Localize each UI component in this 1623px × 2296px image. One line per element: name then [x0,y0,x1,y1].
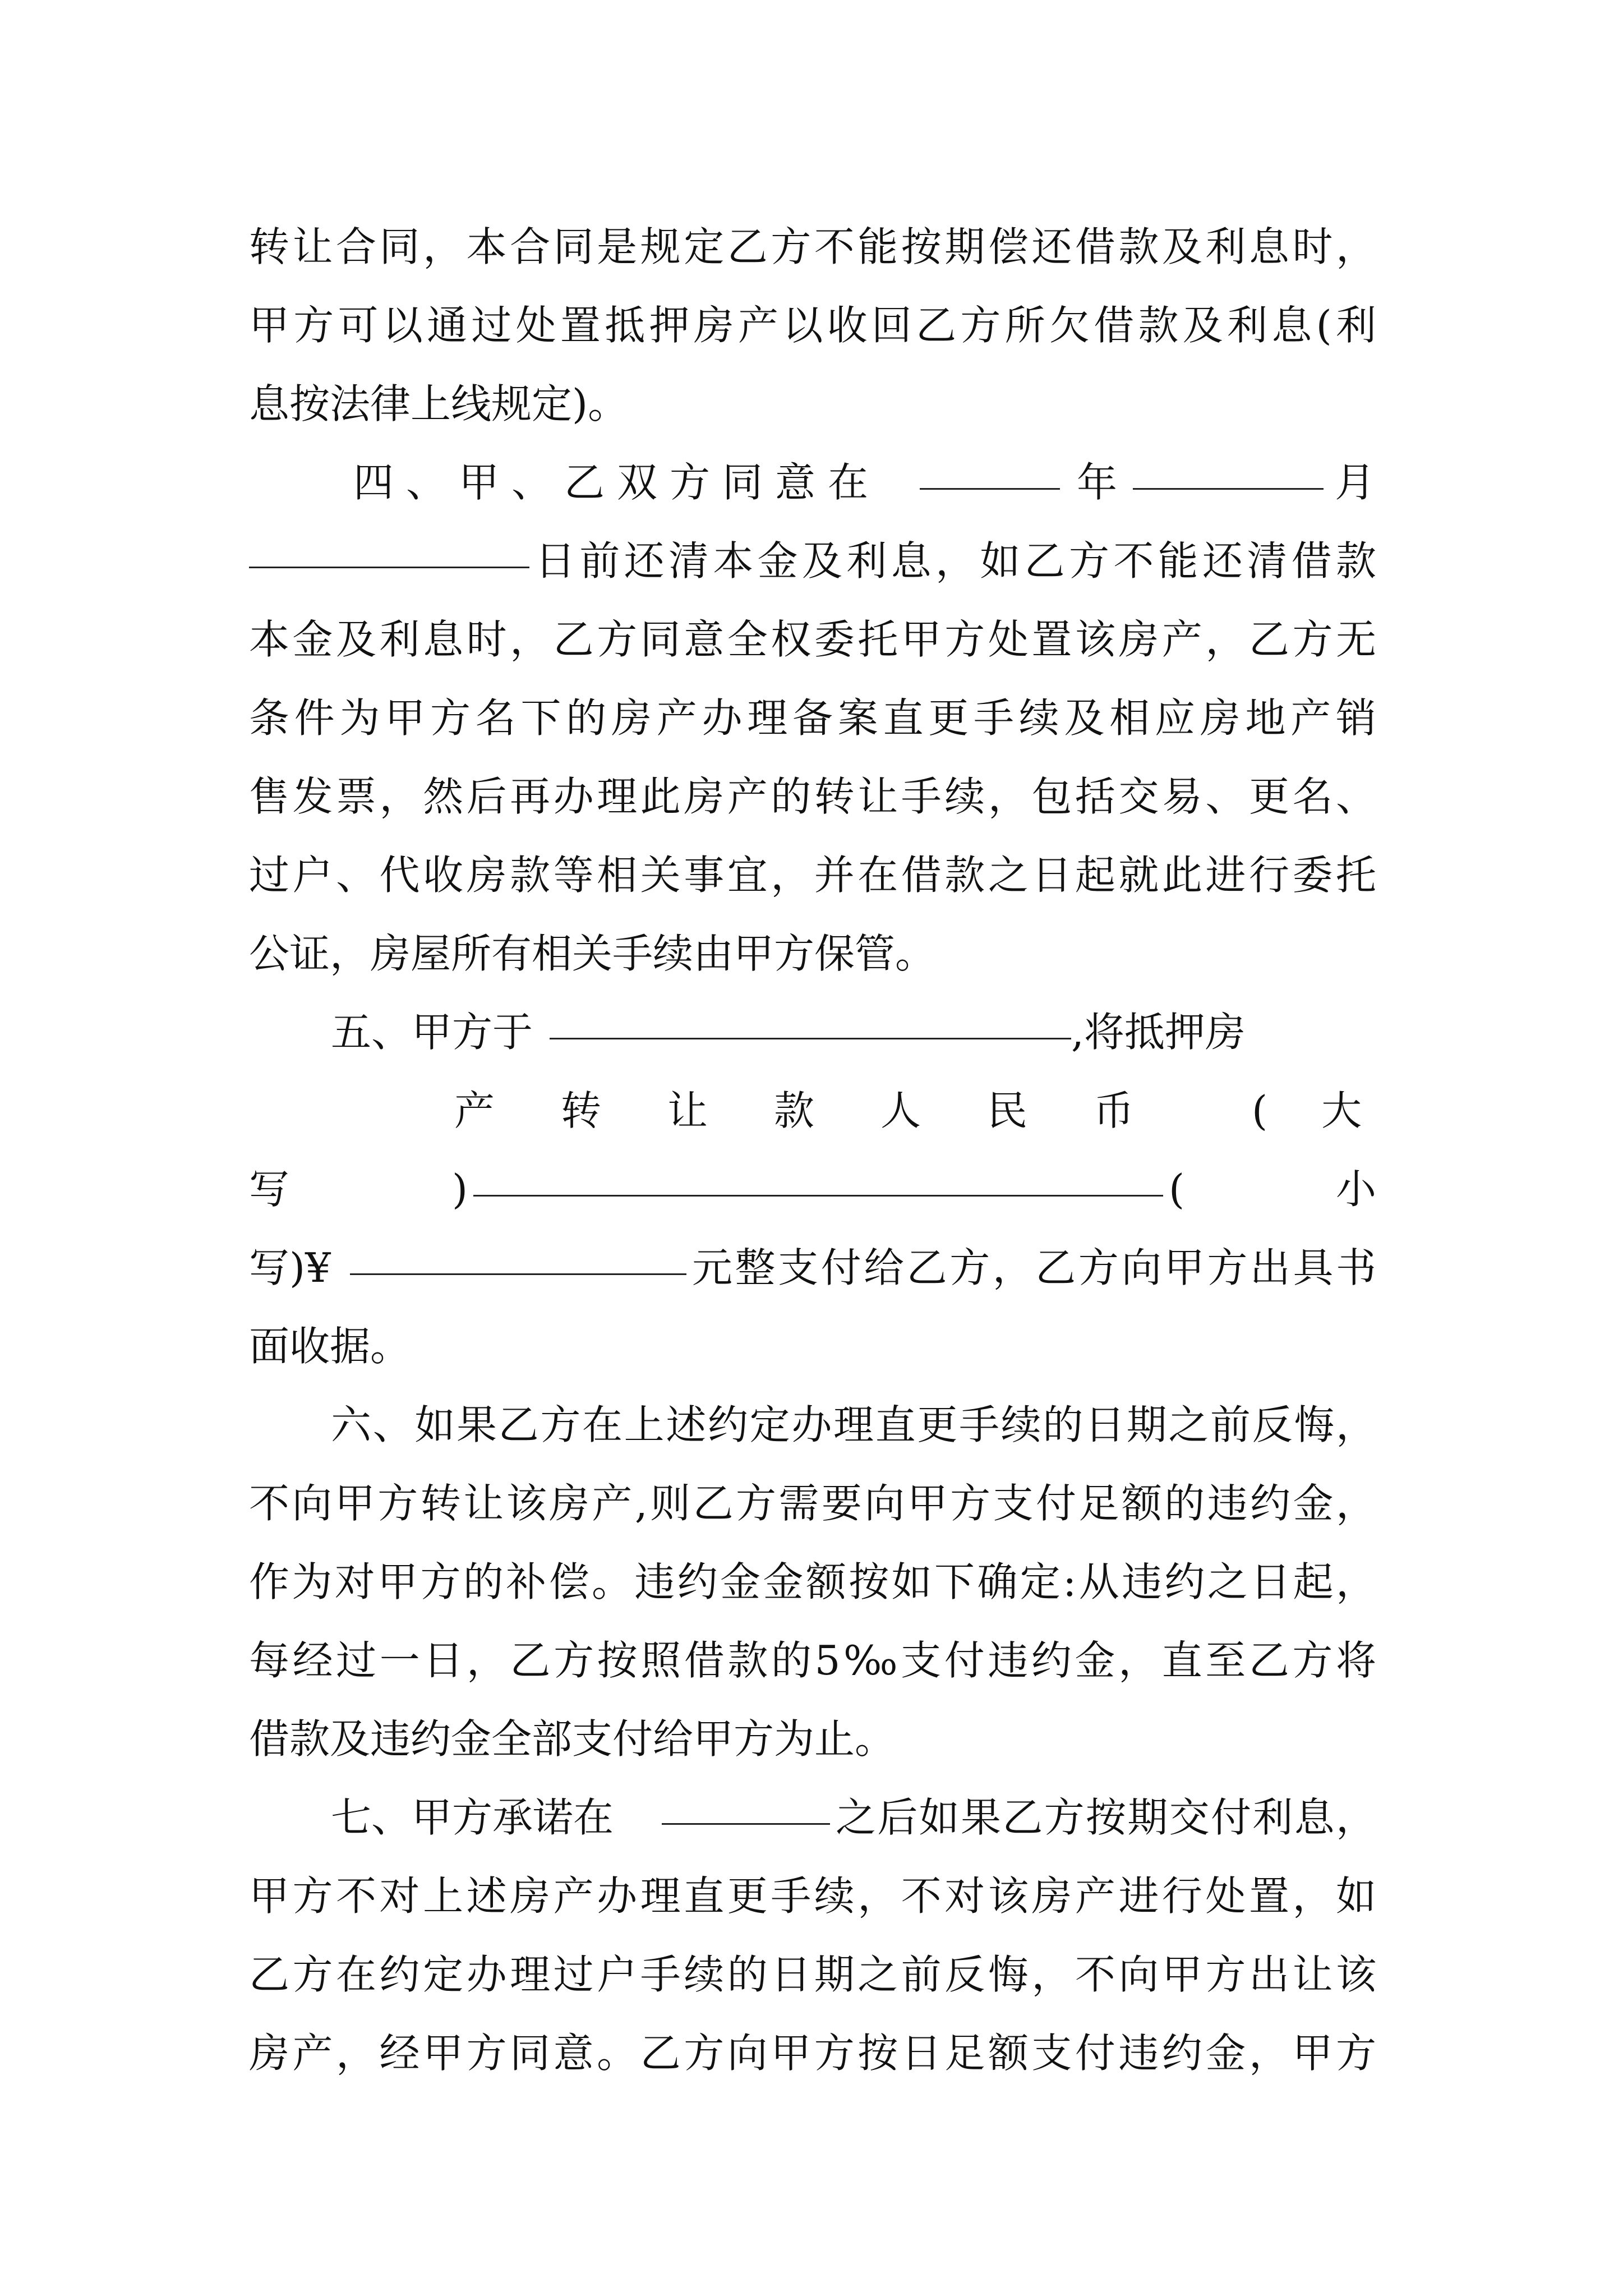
clause-5-line-3 [249,1150,1376,1228]
clause-7-line-1 [331,1778,1376,1857]
paragraph-line: 售发票，然后再办理此房产的转让手续，包括交易、更名、 [249,773,1376,820]
year-label: 年 [1077,459,1118,506]
paragraph-line: 不向甲方转让该房产,则乙方需要向甲方支付足额的违约金， [249,1480,1376,1527]
paragraph-text: 产转让款人民币 [454,1087,1201,1134]
date-blank[interactable] [550,1004,1071,1039]
clause-4-line-2 [249,522,1376,600]
clause-4-line-1 [353,443,1376,522]
year-blank[interactable] [920,454,1060,490]
month-blank[interactable] [1133,454,1324,490]
paragraph-text: 日前还清本金及利息，如乙方不能还清借款 [535,537,1376,585]
paragraph-text: (大 [1252,1087,1416,1134]
paragraph-text: ) [452,1166,468,1213]
paragraph-line: 借款及违约金全部支付给甲方为止。 [249,1715,896,1763]
paragraph-text: ( [1169,1166,1185,1213]
month-label: 月 [1335,459,1376,506]
amount-lowercase-blank[interactable] [350,1240,686,1275]
paragraph-line: 甲方不对上述房产办理直更手续，不对该房产进行处置，如 [249,1872,1376,1920]
paragraph-text: 小 [1336,1166,1377,1213]
paragraph-line: 每经过一日，乙方按照借款的5‰支付违约金，直至乙方将 [249,1637,1376,1684]
paragraph-line: 面收据。 [249,1323,411,1370]
clause-5-heading: 五、甲方于 [331,1009,533,1056]
paragraph-line: 息按法律上线规定)。 [249,380,629,427]
paragraph-line: 作为对甲方的补偿。违约金金额按如下确定:从违约之日起， [249,1558,1376,1605]
date-blank[interactable] [662,1789,830,1825]
clause-5-line-2 [249,1071,1416,1150]
paragraph-text: 元整支付给乙方，乙方向甲方出具书 [692,1244,1376,1291]
clause-5-line-1 [331,993,1376,1071]
paragraph-text: 之后如果乙方按期交付利息， [836,1794,1376,1841]
paragraph-text: 写 [249,1166,290,1213]
paragraph-line: 房产，经甲方同意。乙方向甲方按日足额支付违约金，甲方 [249,2030,1376,2077]
paragraph-text: ,将抵押房 [1071,1009,1246,1056]
paragraph-line: 六、如果乙方在上述约定办理直更手续的日期之前反悔， [331,1401,1376,1448]
paragraph-line: 过户、代收房款等相关事宜，并在借款之日起就此进行委托 [249,852,1376,899]
amount-uppercase-blank[interactable] [473,1161,1163,1197]
paragraph-line: 条件为甲方名下的房产办理备案直更手续及相应房地产销 [249,694,1376,742]
paragraph-line: 本金及利息时，乙方同意全权委托甲方处置该房产，乙方无 [249,616,1376,663]
clause-4-heading: 四、甲、乙双方同意在 [353,459,881,506]
paragraph-line: 乙方在约定办理过户手续的日期之前反悔，不向甲方出让该 [249,1951,1376,1998]
clause-5-line-4 [249,1228,1376,1307]
clause-7-heading: 七、甲方承诺在 [331,1794,614,1841]
day-blank[interactable] [249,533,529,568]
paragraph-line: 甲方可以通过处置抵押房产以收回乙方所欠借款及利息(利 [249,302,1376,349]
paragraph-line: 公证，房屋所有相关手续由甲方保管。 [249,930,936,977]
paragraph-line: 转让合同，本合同是规定乙方不能按期偿还借款及利息时， [249,223,1376,270]
paragraph-text: 写)¥ [249,1244,331,1291]
